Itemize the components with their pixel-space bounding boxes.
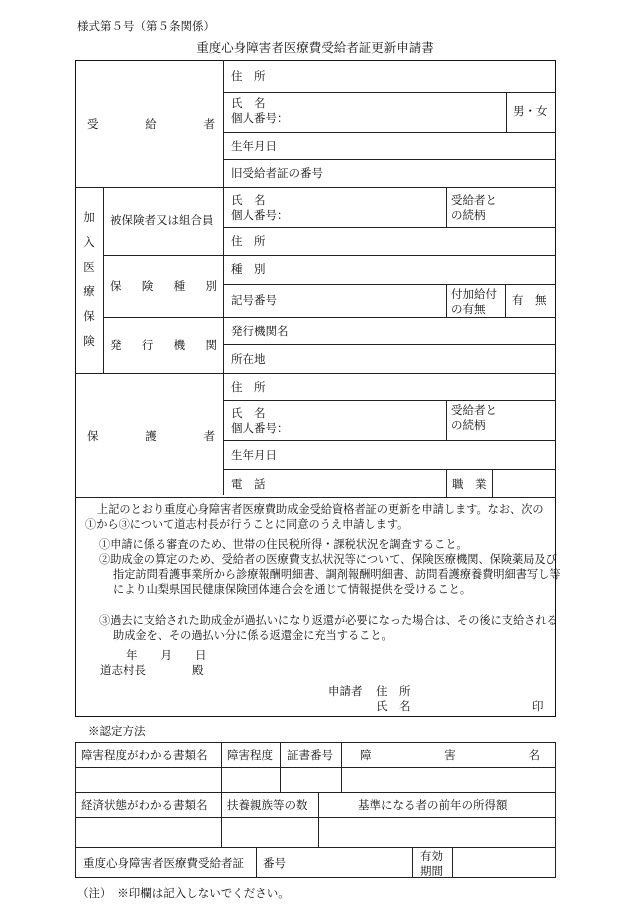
disability-level-label: 障害程度 bbox=[227, 748, 273, 762]
applicant-name-label: 氏 名 bbox=[376, 699, 411, 713]
supplement-label-2: の有無 bbox=[451, 302, 486, 316]
insured-name-label: 氏 名 bbox=[231, 193, 266, 207]
form-number: 様式第５号（第５条関係） bbox=[77, 19, 215, 33]
insured-address-label: 住 所 bbox=[231, 234, 266, 248]
insurance-type-label: 保 険 種 別 bbox=[110, 279, 217, 293]
guardian-birthdate-label: 生年月日 bbox=[231, 448, 277, 462]
consent-item-2: ②助成金の算定のため、受給者の医療費支払状況等について、保険医療機関、保険薬局及び指定訪問看護事業所から診療報酬明細書、調剤報酬明細書、訪問看護療養費明細書写し等により山梨県国民健康保険団体連合会を通じて情報提供を受けること。 bbox=[99, 553, 561, 596]
consent-item-3: ③過去に支給された助成金が過払いになり返還が必要になった場合は、その後に支給される助成金を、その過払い分に係る返還金に充当すること。 bbox=[99, 614, 558, 642]
applicant-label: 申請者 bbox=[328, 684, 363, 698]
insured-label: 被保険者又は組合員 bbox=[110, 213, 214, 227]
recipient-label: 受 給 者 bbox=[87, 117, 215, 131]
disability-document-label: 障害程度がわかる書類名 bbox=[81, 748, 208, 762]
declaration-intro: 上記のとおり重度心身障害者医療費助成金受給資格者証の更新を申請します。なお、次の①から③について道志村長が行うことに同意のうえ申請します。 bbox=[85, 503, 544, 531]
symbol-number-label: 記号番号 bbox=[231, 293, 277, 307]
form-title: 重度心身障害者医療費受給者証更新申請書 bbox=[196, 40, 434, 55]
issuer-name-label: 発行機関名 bbox=[231, 324, 289, 338]
insured-relationship-label-2: の続柄 bbox=[451, 208, 486, 222]
certificate-number-label: 証書番号 bbox=[287, 748, 333, 762]
guardian-name-label: 氏 名 bbox=[231, 406, 266, 420]
gender-choice[interactable]: 男・女 bbox=[513, 104, 548, 118]
disability-name-label: 障 害 名 bbox=[360, 748, 540, 762]
insurance-kind-label: 種 別 bbox=[231, 262, 266, 276]
recipient-birthdate-label: 生年月日 bbox=[231, 139, 277, 153]
guardian-occupation-label: 職 業 bbox=[452, 477, 487, 491]
guardian-relationship-label-2: の続柄 bbox=[451, 418, 486, 432]
validity-label-1: 有効 bbox=[420, 849, 443, 863]
insured-personal-number-label: 個人番号： bbox=[231, 208, 289, 222]
application-date: 年 月 日 bbox=[126, 648, 207, 662]
recipient-address-label: 住 所 bbox=[231, 69, 266, 83]
addressee: 道志村長 殿 bbox=[100, 663, 204, 677]
insured-relationship-label-1: 受給者と bbox=[451, 193, 497, 207]
card-label: 重度心身障害者医療費受給者証 bbox=[83, 856, 244, 870]
guardian-personal-number-label: 個人番号： bbox=[231, 421, 289, 435]
certification-heading: ※認定方法 bbox=[88, 724, 146, 738]
economic-document-label: 経済状態がわかる書類名 bbox=[81, 798, 208, 812]
issuer-location-label: 所在地 bbox=[231, 352, 266, 366]
guardian-label: 保 護 者 bbox=[87, 429, 215, 443]
dependents-label: 扶養親族等の数 bbox=[227, 798, 308, 812]
footnote: （注） ※印欄は記入しないでください。 bbox=[77, 886, 290, 900]
supplement-label-1: 付加給付 bbox=[451, 287, 497, 301]
insurance-label: 加 入 医 療 保 険 bbox=[83, 210, 95, 348]
validity-label-2: 期間 bbox=[420, 864, 443, 878]
recipient-personal-number-label: 個人番号： bbox=[231, 111, 289, 125]
guardian-address-label: 住 所 bbox=[231, 380, 266, 394]
old-card-number-label: 旧受給者証の番号 bbox=[231, 166, 323, 180]
guardian-relationship-label-1: 受給者と bbox=[451, 403, 497, 417]
card-number-label: 番号 bbox=[263, 856, 286, 870]
seal-mark: 印 bbox=[532, 699, 544, 713]
guardian-phone-label: 電 話 bbox=[231, 477, 266, 491]
consent-item-1: ①申請に係る審査のため、世帯の住民税所得・課税状況を調査すること。 bbox=[99, 538, 468, 551]
issuer-label: 発 行 機 関 bbox=[110, 338, 217, 352]
applicant-address-label: 住 所 bbox=[376, 684, 411, 698]
prior-income-label: 基準になる者の前年の所得額 bbox=[358, 798, 508, 812]
supplement-yes-no-choice[interactable]: 有 無 bbox=[512, 293, 547, 307]
recipient-name-label: 氏 名 bbox=[231, 96, 266, 110]
